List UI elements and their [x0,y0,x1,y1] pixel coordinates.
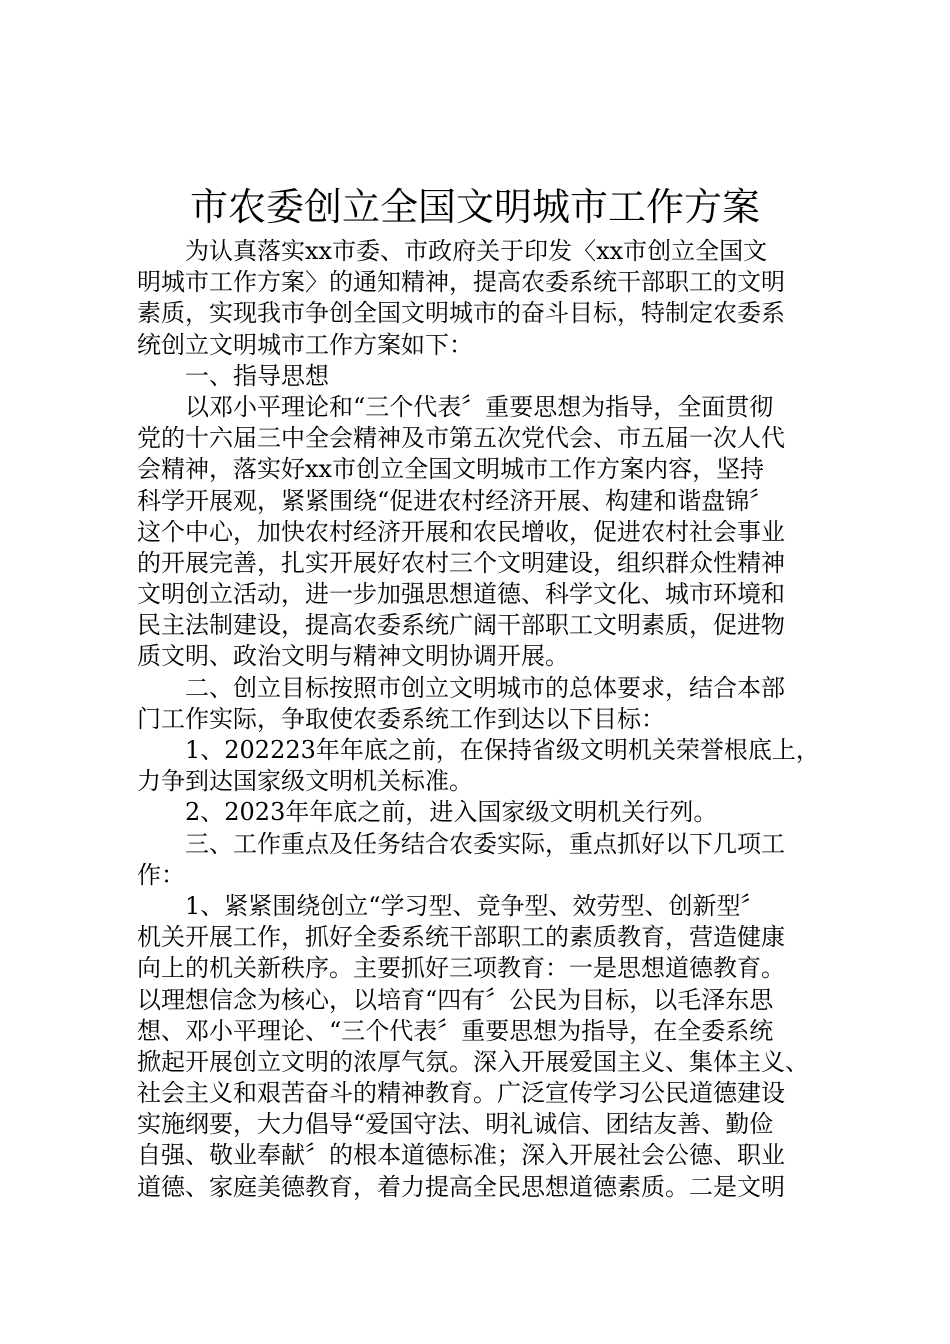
body-line: 掀起开展创立文明的浓厚气氛。深入开展爱国主义、集体主义、 [137,1047,809,1076]
body-line: 机关开展工作，抓好全委系统干部职工的素质教育，营造健康 [137,923,785,952]
body-line: 这个中心，加快农村经济开展和农民增收，促进农村社会事业 [137,517,785,546]
body-line: 三、工作重点及任务结合农委实际，重点抓好以下几项工 [185,829,785,858]
body-line: 文明创立活动，进一步加强思想道德、科学文化、城市环境和 [137,580,785,609]
body-line: 明城市工作方案〉的通知精神，提高农委系统干部职工的文明 [137,268,785,297]
body-line: 党的十六届三中全会精神及市第五次党代会、市五届一次人代 [137,424,785,453]
body-line: 向上的机关新秩序。主要抓好三项教育：一是思想道德教育。 [137,954,785,983]
body-line: 作： [137,860,185,889]
body-line: 社会主义和艰苦奋斗的精神教育。广泛宣传学习公民道德建设 [137,1079,785,1108]
body-line: 素质，实现我市争创全国文明城市的奋斗目标，特制定农委系 [137,299,785,328]
body-line: 民主法制建设，提高农委系统广阔干部职工文明素质，促进物 [137,611,785,640]
body-line: 力争到达国家级文明机关标准。 [137,767,473,796]
body-line: 1、202223年年底之前，在保持省级文明机关荣誉根底上， [185,736,820,764]
body-line: 一、指导思想 [185,361,329,390]
body-line: 道德、家庭美德教育，着力提高全民思想道德素质。二是文明 [137,1172,785,1201]
body-line: 门工作实际，争取使农委系统工作到达以下目标： [137,704,665,733]
body-line: 以邓小平理论和“三个代表〞重要思想为指导，全面贯彻 [185,392,774,421]
body-line: 自强、敬业奉献〞的根本道德标准；深入开展社会公德、职业 [137,1141,785,1170]
body-line: 质文明、政治文明与精神文明协调开展。 [137,642,569,671]
body-line: 以理想信念为核心，以培育“四有〞公民为目标，以毛泽东思 [137,985,774,1014]
body-line: 二、创立目标按照市创立文明城市的总体要求，结合本部 [185,673,785,702]
body-line: 1、紧紧围绕创立“学习型、竞争型、效劳型、创新型〞 [185,891,765,920]
body-line: 为认真落实xx市委、市政府关于印发〈xx市创立全国文 [185,237,768,265]
body-line: 的开展完善，扎实开展好农村三个文明建设，组织群众性精神 [137,548,785,577]
document-title: 市农委创立全国文明城市工作方案 [189,185,760,229]
body-line: 2、2023年年底之前，进入国家级文明机关行列。 [185,798,718,827]
document-body [137,236,827,1203]
body-line: 会精神，落实好xx市创立全国文明城市工作方案内容，坚持 [137,455,765,484]
body-line: 统创立文明城市工作方案如下： [137,330,473,359]
body-line: 想、邓小平理论、“三个代表〞重要思想为指导，在全委系统 [137,1016,774,1045]
body-line: 实施纲要，大力倡导“爱国守法、明礼诚信、团结友善、勤俭 [137,1110,774,1139]
body-line: 科学开展观，紧紧围绕“促进农村经济开展、构建和谐盘锦〞 [137,486,774,515]
